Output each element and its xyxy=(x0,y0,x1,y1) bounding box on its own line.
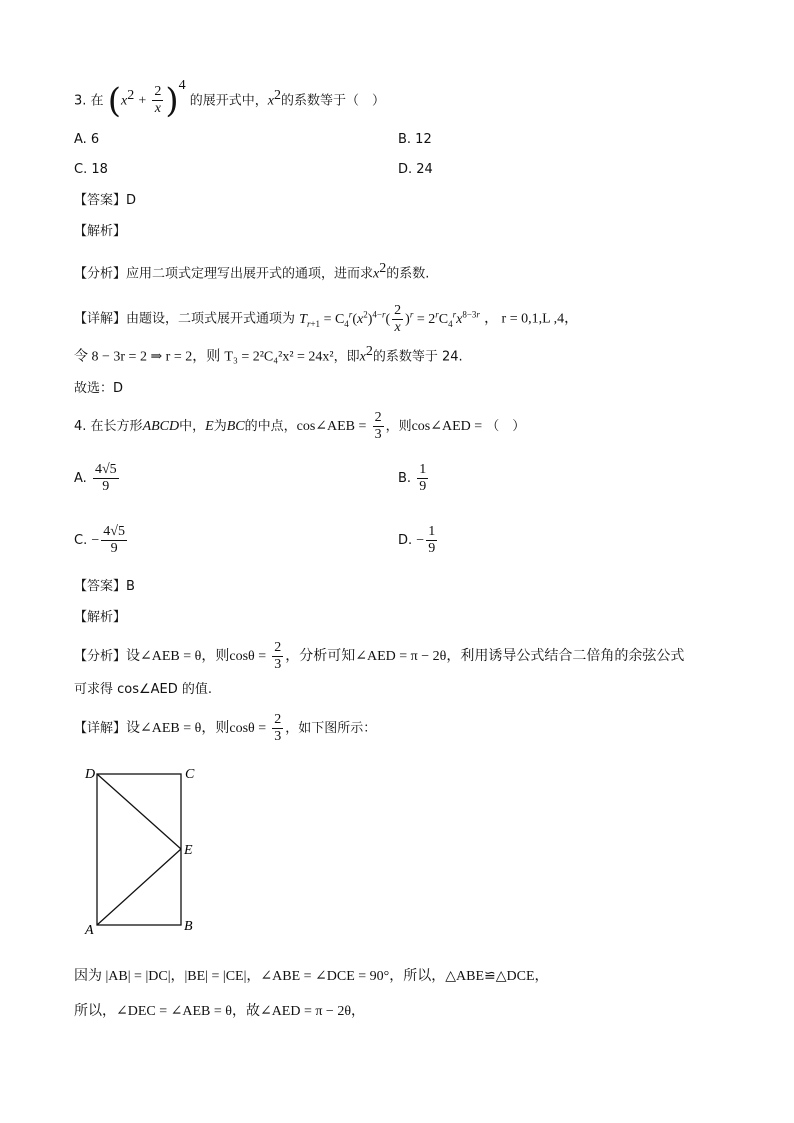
q4-reason-2: 所以，∠DEC = ∠AEB = θ，故∠AED = π − 2θ， xyxy=(74,1004,366,1019)
q3-analysis-tag: 【解析】 xyxy=(74,224,127,239)
detail-cos: cosθ = xyxy=(229,721,267,736)
q4-option-d[interactable] xyxy=(398,524,439,557)
q3-option-c[interactable]: C. 18 xyxy=(74,162,108,177)
solve-formula: T₃ = 2²C₄²x² = 24x² xyxy=(224,349,334,365)
detail-tag: 【详解】 xyxy=(74,721,127,736)
detail-text: 由题设，二项式展开式通项为 xyxy=(126,311,296,327)
solve-x: x xyxy=(359,349,366,365)
detail-tag: 【详解】 xyxy=(74,311,127,327)
right-paren: ) xyxy=(165,80,179,121)
detail-fraction: $\frac{2}{3}$ xyxy=(274,712,282,744)
q3-fenxi xyxy=(74,259,429,284)
fenxi-cos: cosθ = xyxy=(229,649,267,664)
solve-text: 令 8 − 3r = 2 ⇒ r = 2，则 xyxy=(74,349,221,365)
q4-bc: BC xyxy=(226,419,245,434)
option-label: B. xyxy=(398,471,412,486)
q3-solve xyxy=(74,342,463,367)
label-b: B xyxy=(184,919,193,934)
target-exp: 2 xyxy=(274,88,282,103)
fenxi-exp: 2 xyxy=(379,261,387,276)
expr-exp: 2 xyxy=(127,88,135,103)
q4-e: E xyxy=(205,419,214,434)
q3-conclusion: 故选：D xyxy=(74,381,124,396)
answer-tag: 【答案】 xyxy=(74,193,127,208)
general-term-formula: $T_{r+1} = C_4^r(x^2)^{4-r}$( $\frac{2}{x}$ )$^r = 2^rC_4^rx^{8-3r}$ xyxy=(299,302,480,335)
q4-reason-1: 因为 |AB| = |DC|，|BE| = |CE|，∠ABE = ∠DCE = 90°，所以，△ABE≌△DCE， xyxy=(74,969,549,984)
fenxi-end: 的系数. xyxy=(386,266,430,282)
fenxi-text: 应用二项式定理写出展开式的通项，进而求 xyxy=(126,266,374,282)
q4-option-c[interactable] xyxy=(74,524,129,557)
q4-stem xyxy=(74,410,525,443)
q4-option-a[interactable] xyxy=(74,462,121,495)
q4-number: 4. xyxy=(74,419,87,434)
q4-stem-1: 在长方形 xyxy=(90,419,143,434)
option-label: D. xyxy=(398,533,413,548)
answer-value: D xyxy=(126,193,137,208)
q3-stem xyxy=(74,78,386,121)
label-c: C xyxy=(185,767,195,782)
outer-exp: 4 xyxy=(178,78,186,93)
option-fraction: $\frac{1}{9}$ xyxy=(428,524,436,556)
option-label: A. xyxy=(74,471,87,486)
label-e: E xyxy=(184,843,193,858)
q4-detail xyxy=(74,712,376,745)
option-sign: − xyxy=(416,533,425,548)
left-paren: ( xyxy=(107,80,121,121)
detail-2: ，如下图所示： xyxy=(285,721,377,736)
option-sign: − xyxy=(91,533,100,548)
q4-answer xyxy=(74,577,135,597)
rectangle-abcd xyxy=(97,774,181,925)
answer-tag: 【答案】 xyxy=(74,579,127,594)
q4-cos-aeb: cos∠AEB = xyxy=(296,419,367,434)
expr-plus: + xyxy=(138,93,147,109)
rectangle-diagram xyxy=(80,762,220,938)
option-fraction: $\frac{4√5}{9}$ xyxy=(103,524,125,556)
q3-detail xyxy=(74,300,578,337)
q4-stem-4: 的中点， xyxy=(244,419,297,434)
fenxi-1: 设∠AEB = θ，则 xyxy=(126,649,230,664)
q3-answer xyxy=(74,191,136,211)
q4-analysis-tag: 【解析】 xyxy=(74,610,127,625)
q3-mid: 的展开式中， xyxy=(189,93,268,109)
expr-x: x xyxy=(120,93,128,109)
q3-option-a[interactable]: A. 6 xyxy=(74,132,100,147)
target-x: x xyxy=(267,93,275,109)
q4-rect: ABCD xyxy=(142,419,180,434)
option-fraction: $\frac{1}{9}$ xyxy=(419,462,427,494)
q4-fenxi-3: 可求得 cos∠AED 的值. xyxy=(74,682,213,697)
q3-suffix: 的系数等于（ ） xyxy=(281,93,386,109)
q3-prefix: 在 xyxy=(90,93,104,109)
solve-exp: 2 xyxy=(365,344,373,359)
q4-cos-aed: cos∠AED = xyxy=(411,419,483,434)
q4-fenxi xyxy=(74,640,684,673)
q3-option-b[interactable]: B. 12 xyxy=(398,132,432,147)
detail-1: 设∠AEB = θ，则 xyxy=(126,721,230,736)
q4-stem-2: 中， xyxy=(179,419,206,434)
fenxi-x: x xyxy=(373,266,380,282)
q4-stem-3: 为 xyxy=(213,419,227,434)
solve-end: ，即 xyxy=(333,349,360,365)
r-range: ， r = 0,1,L ,4， xyxy=(484,311,579,327)
fenxi-tag: 【分析】 xyxy=(74,649,127,664)
option-label: C. xyxy=(74,533,88,548)
q3-number: 3. xyxy=(74,93,87,109)
q4-cos-fraction: $\frac{2}{3}$ xyxy=(374,410,382,442)
fenxi-tag: 【分析】 xyxy=(74,266,127,282)
fenxi-fraction: $\frac{2}{3}$ xyxy=(274,640,282,672)
option-fraction: $\frac{4√5}{9}$ xyxy=(94,462,117,494)
q3-option-d[interactable]: D. 24 xyxy=(398,162,433,177)
expr-fraction: $\frac{2}{x}$ xyxy=(154,84,162,117)
answer-value: B xyxy=(126,579,135,594)
segment-de xyxy=(97,774,181,849)
solve-end2: 的系数等于 24. xyxy=(372,349,463,365)
segment-ae xyxy=(97,849,181,925)
q4-stem-5: ，则 xyxy=(385,419,412,434)
fenxi-2: ，分析可知∠AED = π − 2θ，利用诱导公式结合二倍角的余弦公式 xyxy=(285,649,685,664)
q4-stem-6: （ ） xyxy=(486,419,526,434)
label-a: A xyxy=(85,923,94,938)
q4-option-b[interactable] xyxy=(398,462,430,495)
label-d: D xyxy=(85,767,96,782)
